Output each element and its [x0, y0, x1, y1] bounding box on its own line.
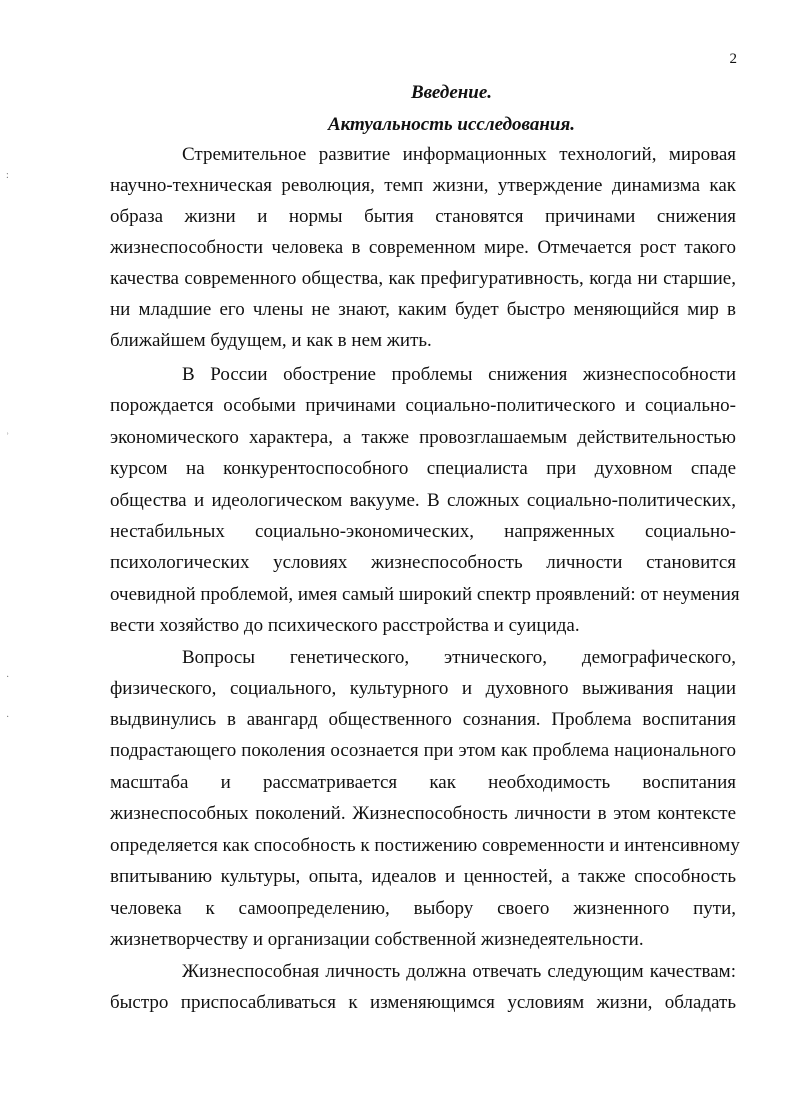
scan-mark: :	[6, 170, 9, 181]
text-line: вести хозяйство до психического расстройства и суицида.	[110, 615, 580, 636]
section-subheading: Актуальность исследования.	[328, 114, 575, 135]
text-line: выдвинулись в авангард общественного сознания. Проблема воспитания	[110, 709, 736, 730]
text-line: порождается особыми причинами социально-политического и социально-	[110, 395, 736, 416]
page-number: 2	[729, 51, 737, 67]
text-line: масштаба и рассматривается как необходимость воспитания	[110, 772, 736, 793]
section-heading: Введение.	[411, 82, 493, 103]
text-line: В России обострение проблемы снижения жизнеспособности	[182, 364, 736, 385]
scan-mark: ·	[6, 672, 10, 683]
text-line: определяется как способность к постижению современности и интенсивному	[110, 835, 740, 856]
scan-mark: ʾ	[6, 432, 10, 443]
text-line: Жизнеспособная личность должна отвечать следующим качествам:	[182, 961, 736, 982]
text-line: качества современного общества, как префигуративность, когда ни старшие,	[110, 268, 736, 289]
text-line: быстро приспосабливаться к изменяющимся условиям жизни, обладать	[110, 992, 736, 1013]
text-line: образа жизни и нормы бытия становятся причинами снижения	[110, 206, 736, 227]
text-line: человека к самоопределению, выбору своего жизненного пути,	[110, 898, 736, 919]
text-line: психологических условиях жизнеспособность личности становится	[110, 552, 736, 573]
text-line: физического, социального, культурного и духовного выживания нации	[110, 678, 736, 699]
text-line: нестабильных социально-экономических, напряженных социально-	[110, 521, 736, 542]
text-line: Вопросы генетического, этнического, демографического,	[182, 647, 736, 668]
text-line: жизнеспособных поколений. Жизнеспособность личности в этом контексте	[110, 803, 736, 824]
text-line: жизнетворчеству и организации собственной жизнедеятельности.	[110, 929, 644, 950]
text-line: экономического характера, а также провозглашаемым действительностью	[110, 427, 736, 448]
text-line: ближайшем будущем, и как в нем жить.	[110, 330, 432, 351]
scan-mark: ·	[6, 712, 10, 723]
text-line: подрастающего поколения осознается при этом как проблема национального	[110, 740, 736, 761]
text-line: жизнеспособности человека в современном мире. Отмечается рост такого	[110, 237, 736, 258]
text-line: научно-техническая революция, темп жизни, утверждение динамизма как	[110, 175, 736, 196]
text-line: Стремительное развитие информационных технологий, мировая	[182, 144, 736, 165]
text-line: курсом на конкурентоспособного специалиста при духовном спаде	[110, 458, 736, 479]
text-line: очевидной проблемой, имея самый широкий спектр проявлений: от неумения	[110, 584, 740, 605]
text-line: общества и идеологическом вакууме. В сложных социально-политических,	[110, 490, 736, 511]
text-line: ни младшие его члены не знают, каким будет быстро меняющийся мир в	[110, 299, 736, 320]
text-line: впитыванию культуры, опыта, идеалов и ценностей, а также способность	[110, 866, 736, 887]
